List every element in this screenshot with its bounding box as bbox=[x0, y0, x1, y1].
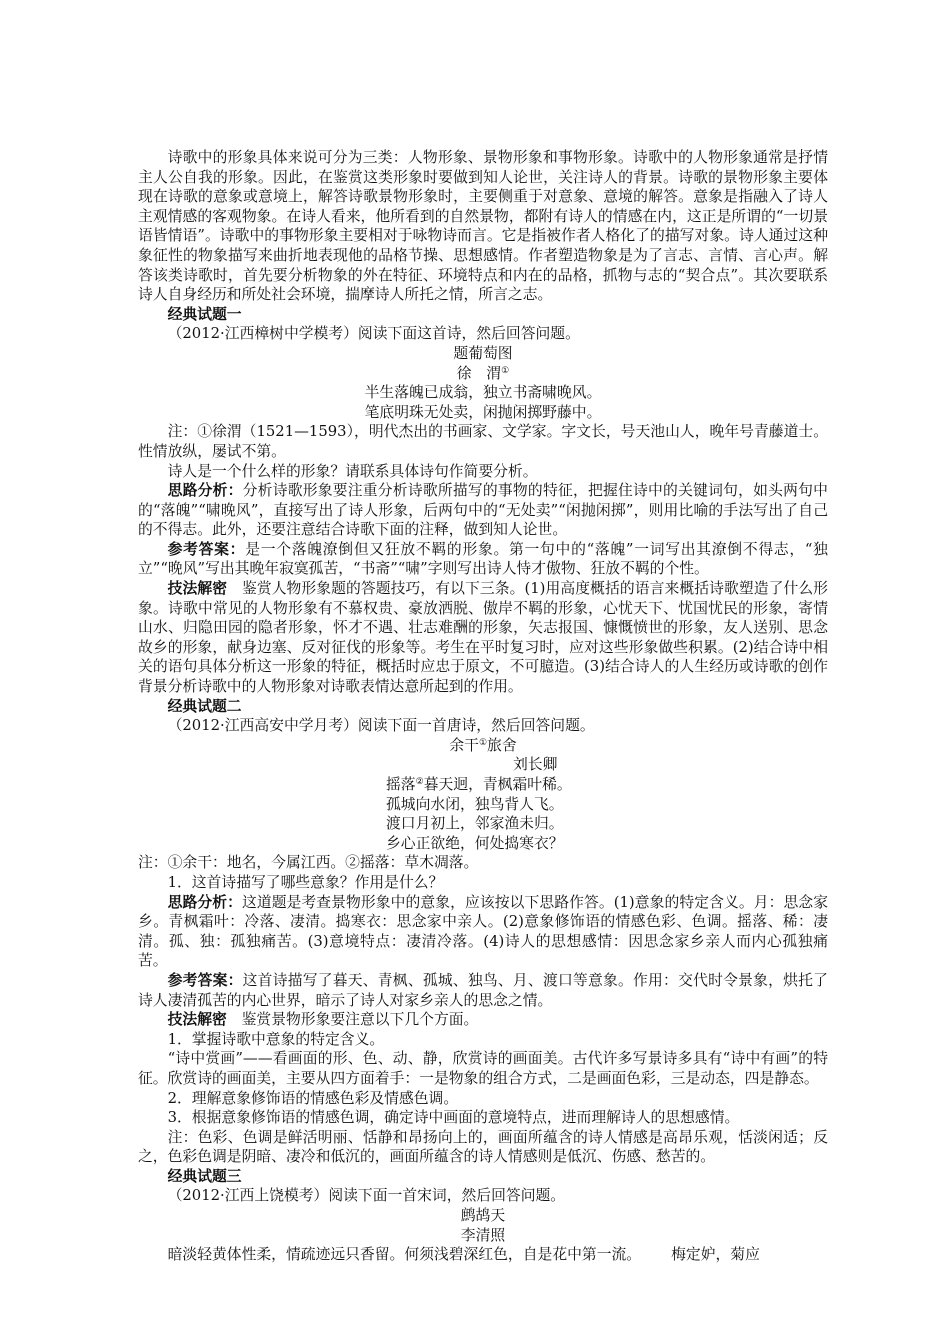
exercise-3-heading: 经典试题三 bbox=[167, 1167, 242, 1185]
poem-3-author: 李清照 bbox=[460, 1226, 506, 1244]
tips-text: 鉴赏人物形象题的答题技巧，有以下三条。(1)用高度概括的语言来概括诗歌塑造了什么形象。诗歌中常见的人物形象有不慕权贵、豪放洒脱、傲岸不羁的形象，心忧天下、忧国忧民的形象，寄情山水、归隐田园的隐者形象，怀才不遇、壮志难酬的形象，矢志报国、慷慨愤世的形象，友人送别、思念故乡的形象，献身边塞、反对征伐的形象等。考生在平时复习时，应对这些形象做些积累。(2)结合诗中相关的语句具体分析这一形象的特征，概括时应忠于原文，不可臆造。(3)结合诗人的人生经历或诗歌的创作背景分析诗歌中的人物形象对诗歌表情达意所起到的作用。 bbox=[138, 580, 828, 696]
exercise-1-source: （2012·江西樟树中学模考）阅读下面这首诗，然后回答问题。 bbox=[167, 325, 580, 343]
footnote-mark: ① bbox=[501, 365, 510, 376]
poem-2-line-post: 暮天迥，青枫霜叶稀。 bbox=[423, 776, 572, 793]
tips-point: 2．理解意象修饰语的情感色彩及情感色调。 bbox=[167, 1089, 459, 1107]
poem-1-author-name: 徐 渭 bbox=[456, 364, 502, 382]
exercise-2-analysis bbox=[138, 893, 828, 971]
poem-2-line: 乡心正欲绝，何处捣寒衣？ bbox=[386, 834, 564, 852]
poem-2-line bbox=[138, 775, 828, 795]
analysis-label: 思路分析： bbox=[167, 893, 242, 911]
poem-3-text bbox=[138, 1245, 828, 1265]
poem-2-line-pre: 摇落 bbox=[386, 776, 416, 793]
intro-paragraph: 诗歌中的形象具体来说可分为三类：人物形象、景物形象和事物形象。诗歌中的人物形象通常是抒情主人公自我的形象。因此，在鉴赏这类形象时要做到知人论世，关注诗人的背景。诗歌的景物形象主要体现在诗歌的意象或意境上，解答诗歌景物形象时，主要侧重于对意象、意境的解答。意象是指融入了诗人主观情感的客观物象。在诗人看来，他所看到的自然景物，都附有诗人的情感在内，这正是所谓的“一切景语皆情语”。诗歌中的事物形象主要相对于咏物诗而言。它是指被作者人格化了的描写对象。诗人通过这种象征性的物象描写来曲折地表现他的品格节操、思想感情。作者塑造物象是为了言志、言情、言心声。解答该类诗歌时，首先要分析物象的外在特征、环境特点和内在的品格，抓物与志的“契合点”。其次要联系诗人自身经历和所处社会环境，揣摩诗人所托之情，所言之志。 bbox=[138, 149, 828, 304]
poem-2-line: 渡口月初上，邻家渔未归。 bbox=[386, 815, 564, 833]
exercise-1-answer bbox=[138, 540, 828, 579]
exercise-3-source: （2012·江西上饶模考）阅读下面一首宋词，然后回答问题。 bbox=[167, 1187, 566, 1205]
poem-1-line: 笔底明珠无处卖，闲抛闲掷野藤中。 bbox=[364, 403, 602, 421]
poem-2-title-post: 旅舍 bbox=[487, 736, 517, 754]
poem-2-author: 刘长卿 bbox=[513, 756, 558, 774]
document-body bbox=[138, 148, 828, 1265]
analysis-text: 分析诗歌形象要注重分析诗歌所描写的事物的特征，把握住诗中的关键词句，如头两句中的“落魄”“啸晚风”，直接写出了诗人形象，后两句中的“无处卖”“闲抛闲掷”，则用比喻的手法写出了自己的不得志。此外，还要注意结合诗歌下面的注释，做到知人论世。 bbox=[138, 482, 828, 539]
footnote-mark: ① bbox=[478, 737, 488, 748]
poem-2-note: 注：①余干：地名，今属江西。②摇落：草木凋落。 bbox=[138, 854, 479, 872]
exercise-1-heading: 经典试题一 bbox=[167, 305, 242, 323]
poem-3-title: 鹧鸪天 bbox=[460, 1207, 506, 1225]
exercise-2-tips bbox=[138, 1010, 828, 1030]
answer-text: 是一个落魄潦倒但又狂放不羁的形象。第一句中的“落魄”一词写出其潦倒不得志，“独立”“晚风”写出其晚年寂寞孤苦，“书斋”“啸”字则写出诗人恃才傲物、狂放不羁的个性。 bbox=[138, 540, 828, 578]
exercise-2-question: 1．这首诗描写了哪些意象？作用是什么？ bbox=[167, 873, 444, 891]
poem-2-line: 孤城向水闭，独鸟背人飞。 bbox=[386, 795, 564, 813]
analysis-label: 思路分析： bbox=[167, 482, 243, 500]
analysis-text: 这道题是考查景物形象中的意象，应该按以下思路作答。(1)意象的特定含义。月：思念家乡。青枫霜叶：冷落、凄清。捣寒衣：思念家中亲人。(2)意象修饰语的情感色彩、色调。摇落、稀：凄清。孤、独：孤独痛苦。(3)意境特点：凄清冷落。(4)诗人的思想感情：因思念家乡亲人而内心孤独痛苦。 bbox=[138, 893, 828, 970]
tips-point: 3．根据意象修饰语的情感色调，确定诗中画面的意境特点，进而理解诗人的思想感情。 bbox=[167, 1109, 740, 1127]
answer-label: 参考答案： bbox=[167, 540, 246, 558]
footnote-mark: ② bbox=[415, 777, 424, 787]
poem-1-title: 题葡萄图 bbox=[453, 344, 513, 362]
exercise-2-answer bbox=[138, 971, 828, 1010]
poem-1-line: 半生落魄已成翁，独立书斋啸晚风。 bbox=[364, 384, 602, 402]
poem-2-title bbox=[138, 736, 828, 756]
tips-point: 注：色彩、色调是鲜活明丽、恬静和昂扬向上的，画面所蕴含的诗人情感是高昂乐观，恬淡闲适；反之，色彩色调是阴暗、凄冷和低沉的，画面所蕴含的诗人情感则是低沉、伤感、愁苦的。 bbox=[138, 1128, 828, 1166]
poem-3-line: 梅定妒，菊应 bbox=[671, 1246, 760, 1264]
tips-label: 技法解密 bbox=[167, 580, 228, 598]
tips-point: 1．掌握诗歌中意象的特定含义。 bbox=[167, 1030, 385, 1048]
poem-2-title-pre: 余干 bbox=[449, 736, 479, 754]
tips-label: 技法解密 bbox=[167, 1011, 227, 1029]
tips-point: “诗中赏画”——看画面的形、色、动、静，欣赏诗的画面美。古代许多写景诗多具有“诗中有画”的特征。欣赏诗的画面美，主要从四方面着手：一是物象的组合方式，二是画面色彩，三是动态，四是静态。 bbox=[138, 1050, 828, 1087]
poem-3-line: 暗淡轻黄体性柔，情疏迹远只香留。何须浅碧深红色，自是花中第一流。 bbox=[167, 1246, 642, 1264]
answer-label: 参考答案： bbox=[167, 971, 243, 989]
exercise-2-source: （2012·江西高安中学月考）阅读下面一首唐诗，然后回答问题。 bbox=[167, 717, 595, 735]
exercise-2-heading: 经典试题二 bbox=[167, 697, 242, 715]
exercise-1-question: 诗人是一个什么样的形象？请联系具体诗句作简要分析。 bbox=[167, 462, 538, 480]
exercise-1-tips bbox=[138, 579, 828, 697]
answer-text: 这首诗描写了暮天、青枫、孤城、独鸟、月、渡口等意象。作用：交代时令景象，烘托了诗人凄清孤苦的内心世界，暗示了诗人对家乡亲人的思念之情。 bbox=[138, 971, 828, 1009]
poem-1-note: 注：①徐渭（1521—1593），明代杰出的书画家、文学家。字文长，号天池山人，晚年号青藤道士。性情放纵，屡试不第。 bbox=[138, 423, 828, 460]
poem-1-author bbox=[138, 364, 828, 384]
exercise-1-analysis bbox=[138, 481, 828, 540]
tips-text: 鉴赏景物形象要注意以下几个方面。 bbox=[226, 1011, 479, 1029]
